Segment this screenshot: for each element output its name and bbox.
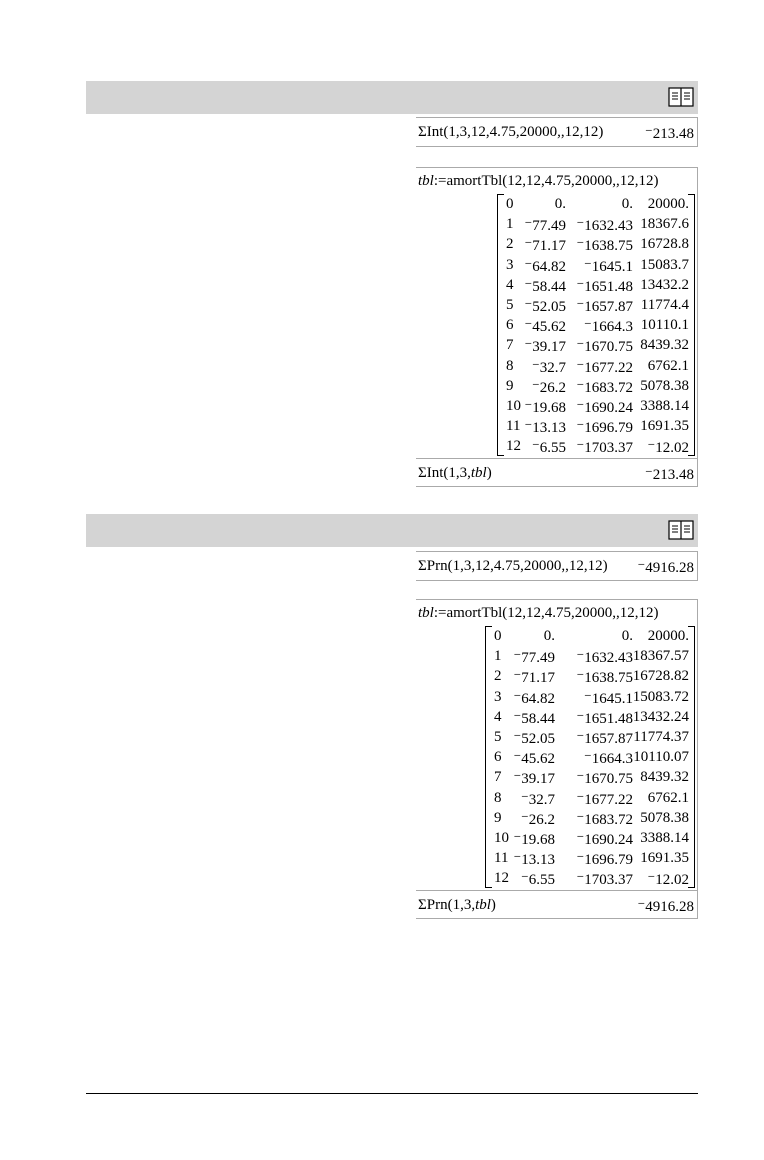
- matrix-row: [485, 709, 695, 729]
- matrix-cell: ⁻1657.87: [576, 299, 633, 315]
- matrix-cell: 18367.6: [640, 216, 689, 233]
- matrix-cell: ⁻39.17: [524, 339, 566, 356]
- section-header-bar: [86, 514, 698, 547]
- matrix-cell: 8439.32: [640, 769, 689, 786]
- matrix-cell: 0.: [621, 628, 633, 644]
- matrix-cell: 13432.24: [632, 708, 689, 725]
- matrix-cell: ⁻32.7: [520, 791, 555, 808]
- matrix-row: [497, 398, 695, 418]
- amortization-table-block: [416, 167, 698, 487]
- matrix-cell: ⁻1651.48: [576, 278, 633, 295]
- matrix-cell: ⁻1690.24: [576, 832, 633, 848]
- matrix-row: [497, 337, 695, 357]
- matrix-row: [485, 870, 695, 890]
- matrix-row: [485, 749, 695, 769]
- catalog-book-icon: [668, 519, 694, 541]
- matrix-cell: 6762.1: [647, 789, 689, 806]
- matrix-cell: ⁻1651.48: [576, 710, 633, 727]
- matrix-cell: 1691.35: [640, 850, 689, 867]
- matrix-cell: 5078.38: [640, 377, 689, 394]
- matrix-cell: ⁻12.02: [647, 872, 689, 889]
- matrix-cell: ⁻77.49: [524, 218, 566, 235]
- amortization-table-block: [416, 599, 698, 919]
- matrix-row: [485, 648, 695, 668]
- matrix-row: [497, 257, 695, 277]
- matrix-cell: 11774.4: [640, 297, 689, 313]
- table-command-rest: :=amortTbl(12,12,4.75,20000,,12,12): [433, 605, 659, 621]
- matrix-cell: 0.: [543, 628, 555, 644]
- matrix-cell: ⁻26.2: [531, 379, 566, 396]
- sum-result-line: [416, 890, 697, 921]
- matrix-cell: 13432.2: [640, 276, 689, 293]
- sum-command: [418, 465, 492, 482]
- sum-result: ⁻4916.28: [637, 899, 694, 915]
- matrix-row: [485, 628, 695, 648]
- expression-result: ⁻4916.28: [637, 560, 694, 576]
- sum-command-var: tbl: [470, 465, 487, 481]
- matrix-cell: ⁻1657.87: [576, 731, 633, 747]
- matrix-cell: ⁻19.68: [513, 832, 555, 848]
- matrix-row: [485, 830, 695, 850]
- matrix-cell: ⁻39.17: [513, 771, 555, 788]
- matrix-row: [497, 358, 695, 378]
- matrix-row: [485, 668, 695, 688]
- sum-command-suffix: ): [486, 465, 492, 481]
- sum-result: ⁻213.48: [644, 467, 694, 483]
- amortization-matrix: [485, 626, 695, 888]
- sum-command-prefix: ΣPrn(1,3,: [418, 897, 476, 913]
- matrix-cell: ⁻13.13: [524, 420, 566, 437]
- matrix-cell: 20000.: [647, 628, 689, 644]
- matrix-cell: ⁻1638.75: [576, 238, 633, 255]
- matrix-row: [497, 297, 695, 317]
- matrix-cell: 3: [494, 688, 502, 705]
- matrix-cell: ⁻1696.79: [576, 852, 633, 869]
- expression-line: [416, 551, 698, 581]
- matrix-cell: ⁻1664.3: [583, 319, 633, 336]
- matrix-row: [485, 790, 695, 810]
- matrix-cell: 0: [494, 628, 502, 644]
- table-command-rest: :=amortTbl(12,12,4.75,20000,,12,12): [433, 173, 659, 189]
- matrix-cell: 6: [494, 749, 502, 766]
- matrix-cell: 20000.: [647, 196, 689, 212]
- matrix-cell: ⁻45.62: [513, 751, 555, 768]
- matrix-cell: 9: [494, 809, 502, 826]
- matrix-row: [485, 729, 695, 749]
- footer-rule: [86, 1093, 698, 1094]
- matrix-cell: 0.: [554, 196, 566, 212]
- matrix-cell: 18367.57: [632, 648, 689, 665]
- matrix-cell: 3388.14: [640, 830, 689, 846]
- matrix-cell: 6762.1: [647, 357, 689, 374]
- matrix-cell: ⁻58.44: [513, 710, 555, 727]
- matrix-row: [497, 196, 695, 216]
- matrix-cell: ⁻1696.79: [576, 420, 633, 437]
- matrix-cell: 8439.32: [640, 337, 689, 354]
- matrix-cell: ⁻1632.43: [576, 218, 633, 235]
- matrix-cell: ⁻64.82: [513, 690, 555, 707]
- matrix-cell: 15083.72: [632, 688, 689, 705]
- matrix-row: [485, 810, 695, 830]
- matrix-cell: ⁻1683.72: [576, 379, 633, 396]
- matrix-cell: ⁻1690.24: [576, 400, 633, 416]
- sum-command-prefix: ΣInt(1,3,: [418, 465, 471, 481]
- matrix-cell: 16728.8: [640, 236, 689, 253]
- matrix-cell: ⁻1664.3: [583, 751, 633, 768]
- matrix-cell: ⁻58.44: [524, 278, 566, 295]
- matrix-cell: ⁻52.05: [524, 299, 566, 315]
- sum-command-var: tbl: [475, 897, 491, 913]
- section-header-bar: [86, 81, 698, 114]
- matrix-cell: ⁻32.7: [531, 359, 566, 376]
- table-var: tbl: [418, 173, 434, 189]
- matrix-cell: 10: [506, 398, 521, 414]
- sum-result-line: [416, 458, 697, 489]
- matrix-cell: 4: [494, 708, 502, 725]
- matrix-cell: ⁻45.62: [524, 319, 566, 336]
- matrix-cell: 12: [506, 438, 521, 455]
- expression-command: ΣInt(1,3,12,4.75,20000,,12,12): [418, 124, 604, 140]
- matrix-cell: 8: [494, 789, 502, 806]
- table-var: tbl: [418, 605, 434, 621]
- matrix-cell: 12: [494, 870, 509, 887]
- matrix-cell: ⁻1670.75: [576, 771, 633, 788]
- matrix-cell: 0.: [621, 196, 633, 212]
- matrix-cell: 4: [506, 276, 514, 293]
- matrix-row: [497, 277, 695, 297]
- matrix-cell: 2: [494, 668, 502, 685]
- matrix-cell: 8: [506, 357, 514, 374]
- matrix-cell: 16728.82: [632, 668, 689, 685]
- matrix-row: [497, 378, 695, 398]
- matrix-cell: 2: [506, 236, 514, 253]
- matrix-cell: ⁻1677.22: [576, 791, 633, 808]
- matrix-cell: ⁻6.55: [520, 872, 555, 889]
- matrix-cell: 15083.7: [640, 256, 689, 273]
- matrix-row: [485, 850, 695, 870]
- matrix-row: [485, 769, 695, 789]
- matrix-cell: ⁻77.49: [513, 650, 555, 667]
- matrix-row: [497, 216, 695, 236]
- matrix-row: [485, 689, 695, 709]
- matrix-cell: ⁻1683.72: [576, 811, 633, 828]
- matrix-cell: ⁻1703.37: [576, 440, 633, 457]
- matrix-row: [497, 236, 695, 256]
- matrix-cell: ⁻1632.43: [576, 650, 633, 667]
- matrix-cell: ⁻1703.37: [576, 872, 633, 889]
- matrix-cell: ⁻12.02: [647, 440, 689, 457]
- matrix-cell: ⁻1645.1: [583, 690, 633, 707]
- matrix-cell: 5: [506, 297, 514, 313]
- table-command: [418, 173, 659, 190]
- matrix-cell: ⁻26.2: [520, 811, 555, 828]
- matrix-cell: 1691.35: [640, 418, 689, 435]
- matrix-cell: 1: [506, 216, 514, 233]
- matrix-cell: ⁻52.05: [513, 731, 555, 747]
- expression-command: ΣPrn(1,3,12,4.75,20000,,12,12): [418, 558, 608, 574]
- matrix-cell: 3388.14: [640, 398, 689, 414]
- matrix-cell: 5078.38: [640, 809, 689, 826]
- matrix-cell: ⁻1677.22: [576, 359, 633, 376]
- matrix-cell: 10: [494, 830, 509, 846]
- expression-line: [416, 117, 698, 147]
- amortization-matrix: [497, 194, 695, 456]
- matrix-cell: 3: [506, 256, 514, 273]
- matrix-cell: ⁻1645.1: [583, 258, 633, 275]
- matrix-cell: ⁻71.17: [513, 670, 555, 687]
- matrix-cell: 7: [506, 337, 514, 354]
- matrix-cell: 7: [494, 769, 502, 786]
- table-command: [418, 605, 659, 622]
- matrix-cell: 11: [506, 418, 521, 435]
- matrix-cell: ⁻1670.75: [576, 339, 633, 356]
- matrix-row: [497, 418, 695, 438]
- matrix-cell: 6: [506, 317, 514, 334]
- catalog-book-icon: [668, 86, 694, 108]
- matrix-cell: ⁻13.13: [513, 852, 555, 869]
- matrix-cell: 9: [506, 377, 514, 394]
- matrix-cell: ⁻6.55: [531, 440, 566, 457]
- matrix-row: [497, 438, 695, 458]
- matrix-cell: 10110.1: [640, 317, 689, 334]
- matrix-cell: ⁻19.68: [524, 400, 566, 416]
- matrix-row: [497, 317, 695, 337]
- matrix-cell: ⁻64.82: [524, 258, 566, 275]
- matrix-cell: ⁻1638.75: [576, 670, 633, 687]
- matrix-cell: 1: [494, 648, 502, 665]
- matrix-cell: ⁻71.17: [524, 238, 566, 255]
- sum-command: [418, 897, 496, 914]
- sum-command-suffix: ): [490, 897, 496, 913]
- matrix-cell: 5: [494, 729, 502, 745]
- expression-result: ⁻213.48: [644, 126, 694, 142]
- matrix-cell: 11774.37: [633, 729, 689, 745]
- matrix-cell: 10110.07: [633, 749, 689, 766]
- matrix-cell: 11: [494, 850, 509, 867]
- matrix-cell: 0: [506, 196, 514, 212]
